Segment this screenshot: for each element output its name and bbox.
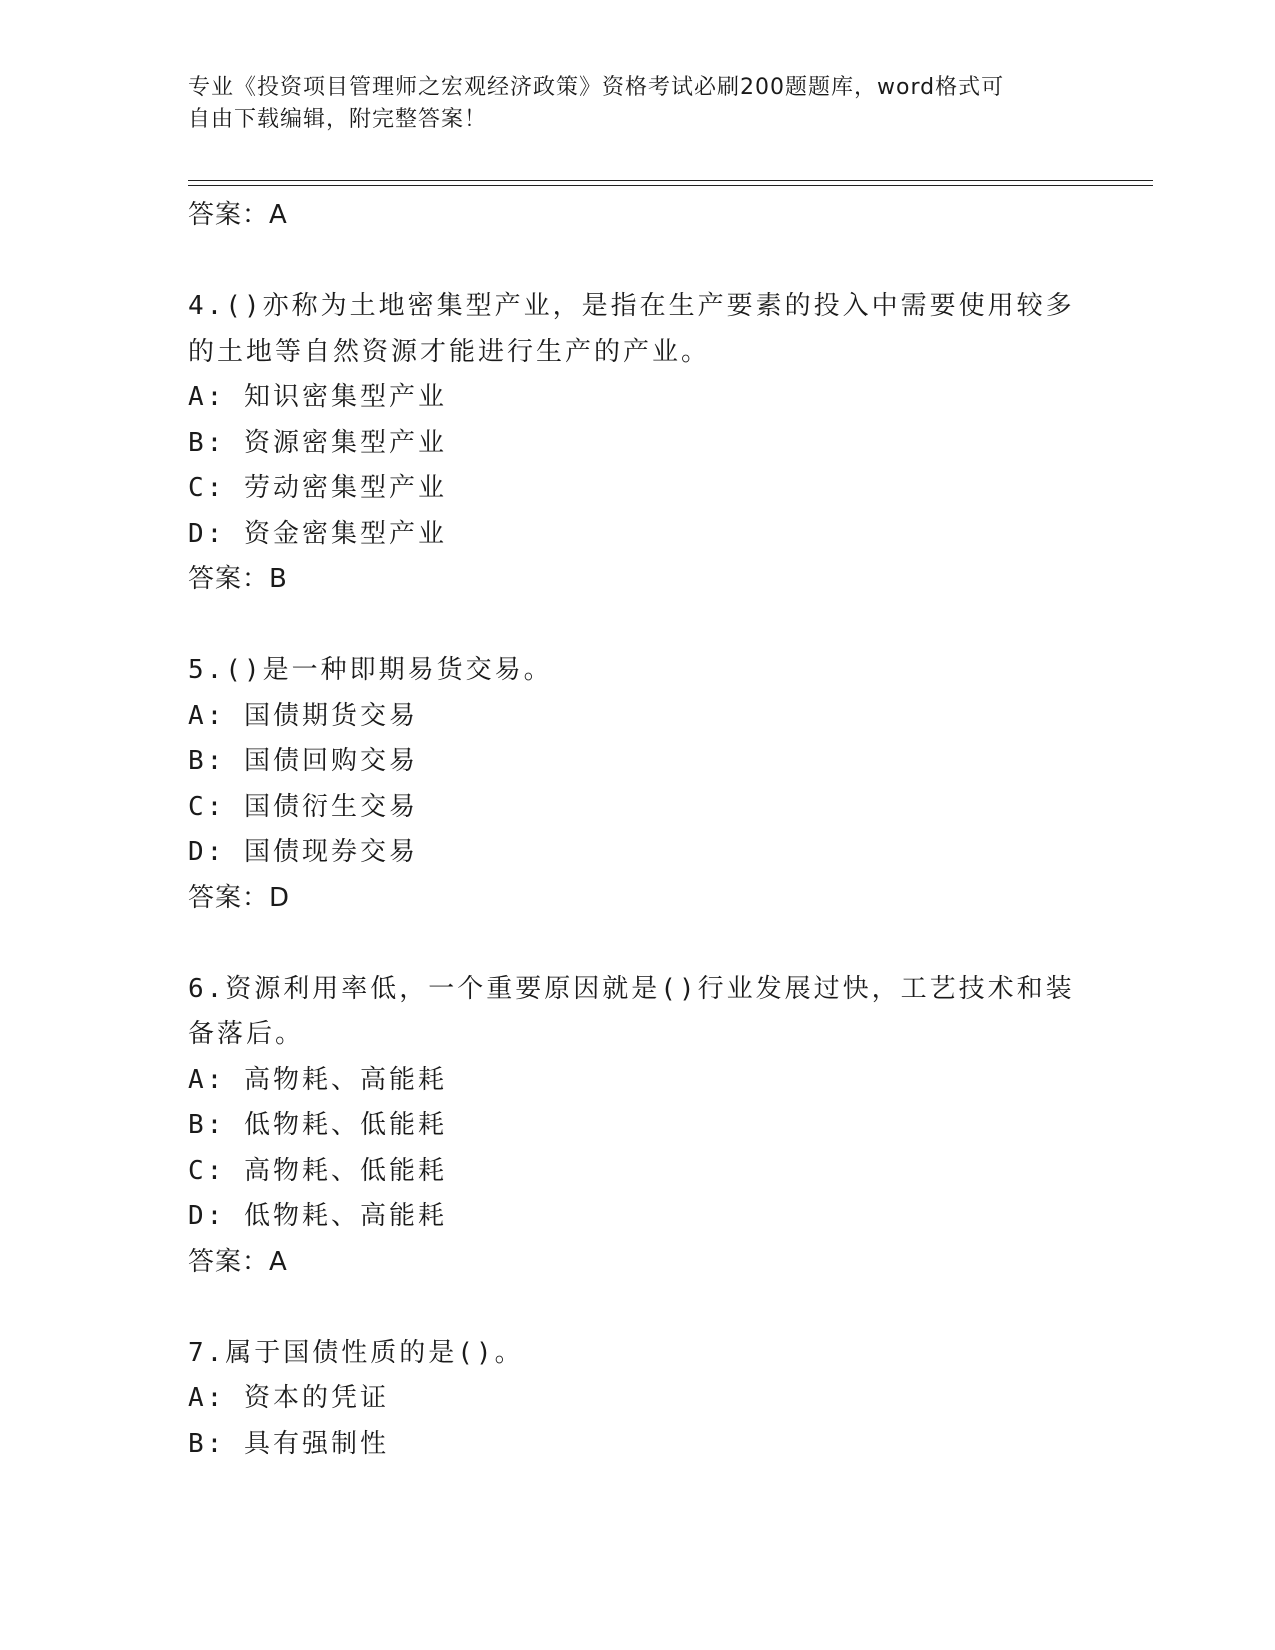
header-divider-top xyxy=(188,180,1153,181)
question-list xyxy=(188,193,1088,1467)
question-stem-continued: 的土地等自然资源才能进行生产的产业。 xyxy=(188,336,711,367)
option-b: B: 国债回购交易 xyxy=(188,746,418,776)
option-a: A: 资本的凭证 xyxy=(188,1383,389,1413)
option-d: D: 资金密集型产业 xyxy=(188,518,447,549)
question-5 xyxy=(188,648,1088,921)
option-a: A: 知识密集型产业 xyxy=(188,382,447,412)
question-7 xyxy=(188,1331,1088,1468)
question-stem-continued: 备落后。 xyxy=(188,1019,305,1049)
question-stem: 6.资源利用率低，一个重要原因就是()行业发展过快，工艺技术和装 xyxy=(188,973,1075,1004)
answer-label: 答案：B xyxy=(188,564,288,594)
page-header xyxy=(188,72,1068,136)
option-b: B: 具有强制性 xyxy=(188,1428,389,1459)
option-d: D: 国债现券交易 xyxy=(188,837,418,867)
spacer xyxy=(188,1285,1088,1331)
option-b: B: 低物耗、低能耗 xyxy=(188,1110,447,1140)
question-stem: 5.()是一种即期易货交易。 xyxy=(188,655,553,685)
question-stem: 7.属于国债性质的是()。 xyxy=(188,1337,524,1368)
option-b: B: 资源密集型产业 xyxy=(188,427,447,458)
spacer xyxy=(188,239,1088,285)
header-divider-bottom xyxy=(188,185,1153,186)
header-line-2: 自由下载编辑，附完整答案！ xyxy=(188,107,488,132)
answer-label: 答案：A xyxy=(188,1246,288,1277)
spacer xyxy=(188,921,1088,967)
question-6 xyxy=(188,967,1088,1286)
question-stem: 4.()亦称为土地密集型产业，是指在生产要素的投入中需要使用较多 xyxy=(188,291,1075,321)
option-c: C: 高物耗、低能耗 xyxy=(188,1155,447,1186)
question-4 xyxy=(188,284,1088,603)
option-c: C: 劳动密集型产业 xyxy=(188,473,447,503)
option-a: A: 国债期货交易 xyxy=(188,700,418,731)
option-a: A: 高物耗、高能耗 xyxy=(188,1064,447,1095)
answer-label: 答案：D xyxy=(188,882,291,913)
option-c: C: 国债衍生交易 xyxy=(188,791,418,822)
header-line-1: 专业《投资项目管理师之宏观经济政策》资格考试必刷200题题库，word格式可 xyxy=(188,75,1005,100)
option-d: D: 低物耗、高能耗 xyxy=(188,1201,447,1231)
spacer xyxy=(188,603,1088,649)
answer-label: 答案：A xyxy=(188,200,288,230)
